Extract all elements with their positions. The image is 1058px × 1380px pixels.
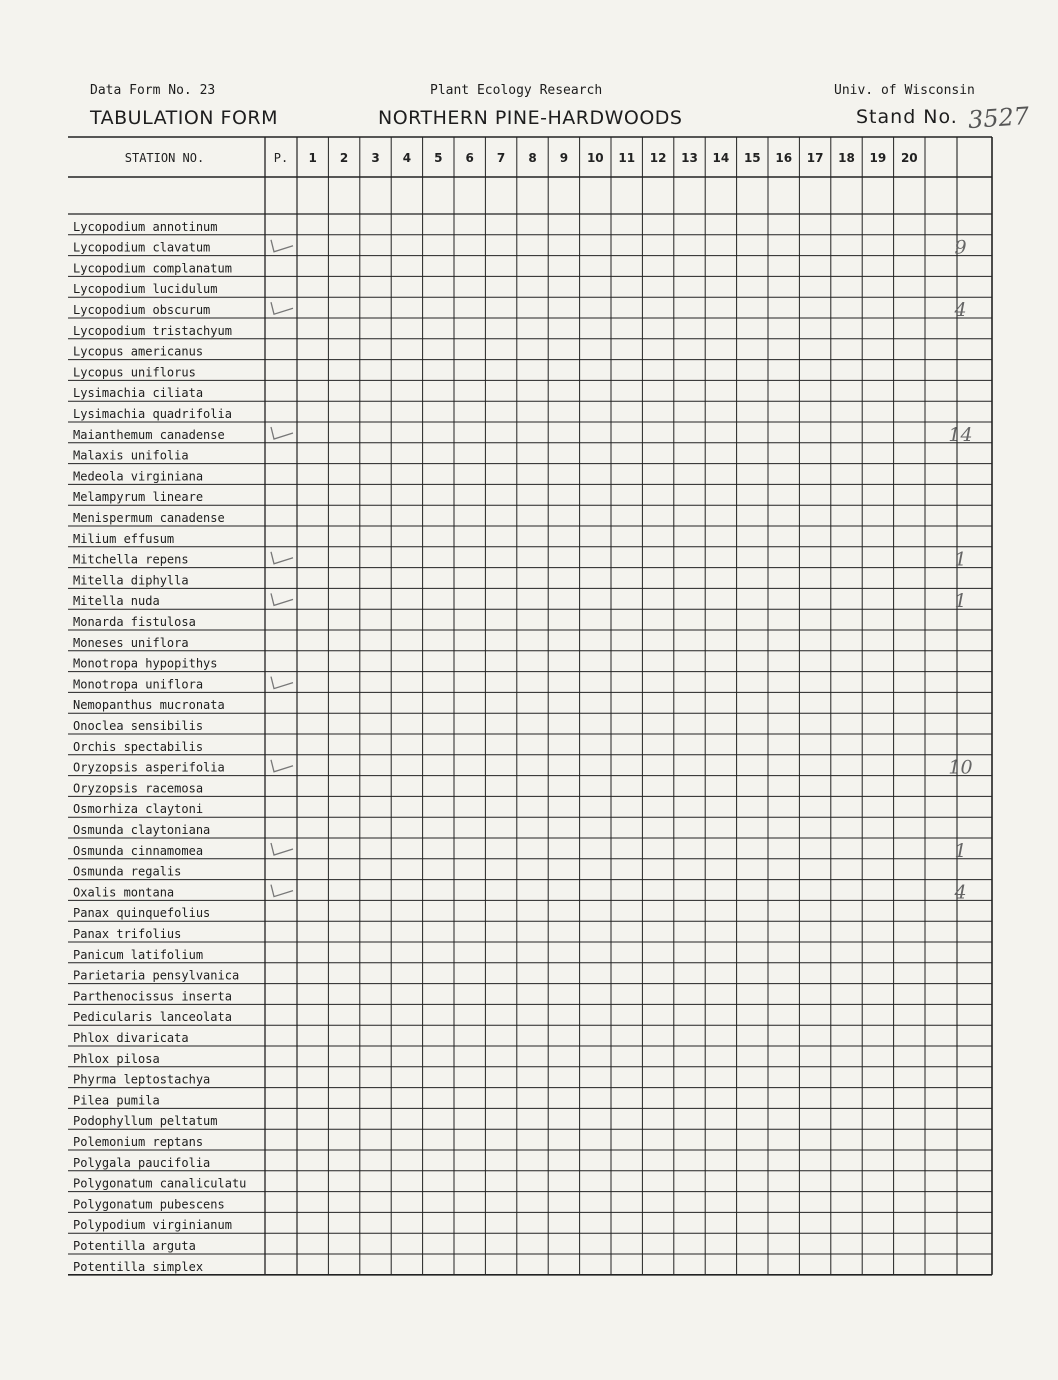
presence-check-mark [271,302,293,314]
species-name: Lysimachia ciliata [73,386,204,401]
species-name: Osmorhiza claytoni [73,802,204,817]
species-name: Mitchella repens [73,552,189,567]
species-total: 9 [954,236,967,259]
grid-text [73,151,918,1274]
species-name: Oxalis montana [73,885,175,900]
station-number-header: STATION NO. [124,151,205,165]
species-name: Mitella nuda [73,594,160,609]
species-name: Panicum latifolium [73,947,204,962]
species-name: Lycopodium lucidulum [73,282,218,297]
forest-type-title: NORTHERN PINE-HARDWOODS [378,107,683,129]
species-name: Lycopodium clavatum [73,240,211,255]
species-name: Phyrma leptostachya [73,1072,211,1087]
species-name: Nemopanthus mucronata [73,698,225,713]
species-name: Moneses uniflora [73,635,189,650]
station-number-11: 11 [618,151,636,165]
species-name: Malaxis unifolia [73,448,189,463]
presence-check-mark [271,885,293,897]
species-name: Parthenocissus inserta [73,989,232,1004]
species-total: 1 [954,548,967,571]
species-name: Oryzopsis racemosa [73,781,204,796]
species-name: Lycopodium complanatum [73,261,232,276]
presence-check-mark [271,593,293,605]
species-name: Pedicularis lanceolata [73,1010,232,1025]
species-name: Panax quinquefolius [73,906,211,921]
station-number-5: 5 [434,151,443,165]
station-number-12: 12 [649,151,667,165]
species-name: Medeola virginiana [73,469,204,484]
station-number-2: 2 [339,151,349,165]
species-name: Melampyrum lineare [73,490,204,505]
species-name: Milium effusum [73,531,175,546]
station-number-15: 15 [743,151,761,165]
species-name: Polypodium virginianum [73,1218,232,1233]
presence-check-mark [271,843,293,855]
species-name: Oryzopsis asperifolia [73,760,225,775]
species-name: Lycopodium tristachyum [73,323,232,338]
species-name: Monarda fistulosa [73,615,196,629]
station-number-7: 7 [496,151,506,165]
station-number-16: 16 [775,151,793,165]
station-number-8: 8 [528,151,537,165]
station-number-1: 1 [308,151,317,165]
station-number-20: 20 [900,151,918,165]
university-name: Univ. of Wisconsin [834,83,975,98]
species-name: Lycopodium obscurum [73,303,211,317]
presence-check-mark [271,240,293,252]
species-name: Mitella diphylla [73,573,189,588]
presence-check-mark [271,427,293,439]
species-name: Osmunda cinnamomea [73,843,204,858]
station-number-17: 17 [806,151,824,165]
presence-header: P. [273,151,289,165]
species-name: Podophyllum peltatum [73,1114,218,1129]
species-name: Onoclea sensibilis [73,719,204,733]
station-number-19: 19 [869,151,887,165]
presence-check-mark [271,677,293,689]
species-name: Monotropa hypopithys [73,656,218,671]
species-total: 4 [954,299,967,321]
species-name: Polygonatum pubescens [73,1197,225,1212]
presence-check-mark [271,552,293,564]
species-name: Maianthemum canadense [73,427,225,442]
station-number-10: 10 [586,151,604,165]
species-name: Orchis spectabilis [73,739,204,754]
species-name: Menispermum canadense [73,511,225,525]
species-name: Lycopus uniflorus [73,365,196,380]
species-total: 14 [948,423,973,446]
station-number-13: 13 [681,151,698,165]
species-name: Potentilla arguta [73,1239,196,1253]
species-name: Polygala paucifolia [73,1155,211,1170]
species-name: Polygonatum canaliculatu [73,1176,247,1191]
species-name: Monotropa uniflora [73,677,204,692]
species-name: Parietaria pensylvanica [73,968,240,983]
species-total: 4 [954,881,967,904]
form-title: TABULATION FORM [90,107,279,129]
species-name: Polemonium reptans [73,1135,204,1149]
station-number-4: 4 [402,151,412,165]
species-total: 10 [948,756,973,779]
station-number-9: 9 [559,151,569,165]
species-total: 1 [954,839,967,862]
species-name: Panax trifolius [73,927,182,941]
species-name: Phlox pilosa [73,1051,160,1066]
presence-check-mark [271,760,293,772]
species-name: Phlox divaricata [73,1031,189,1045]
species-name: Lysimachia quadrifolia [73,407,232,421]
station-number-18: 18 [838,151,855,165]
station-number-14: 14 [712,151,730,165]
species-name: Osmunda regalis [73,864,182,879]
species-name: Osmunda claytoniana [73,823,211,837]
department-name: Plant Ecology Research [430,83,603,98]
grid-marks [271,237,973,904]
station-number-3: 3 [371,151,380,165]
station-number-6: 6 [465,151,474,165]
species-total: 1 [954,590,967,613]
form-number: Data Form No. 23 [90,83,216,98]
species-name: Potentilla simplex [73,1259,204,1274]
species-name: Pilea pumila [73,1093,160,1108]
species-name: Lycopodium annotinum [73,219,218,234]
species-name: Lycopus americanus [73,344,204,359]
stand-number-label: Stand No. [856,106,958,128]
stand-number-handwritten: 3527 [967,101,1030,135]
